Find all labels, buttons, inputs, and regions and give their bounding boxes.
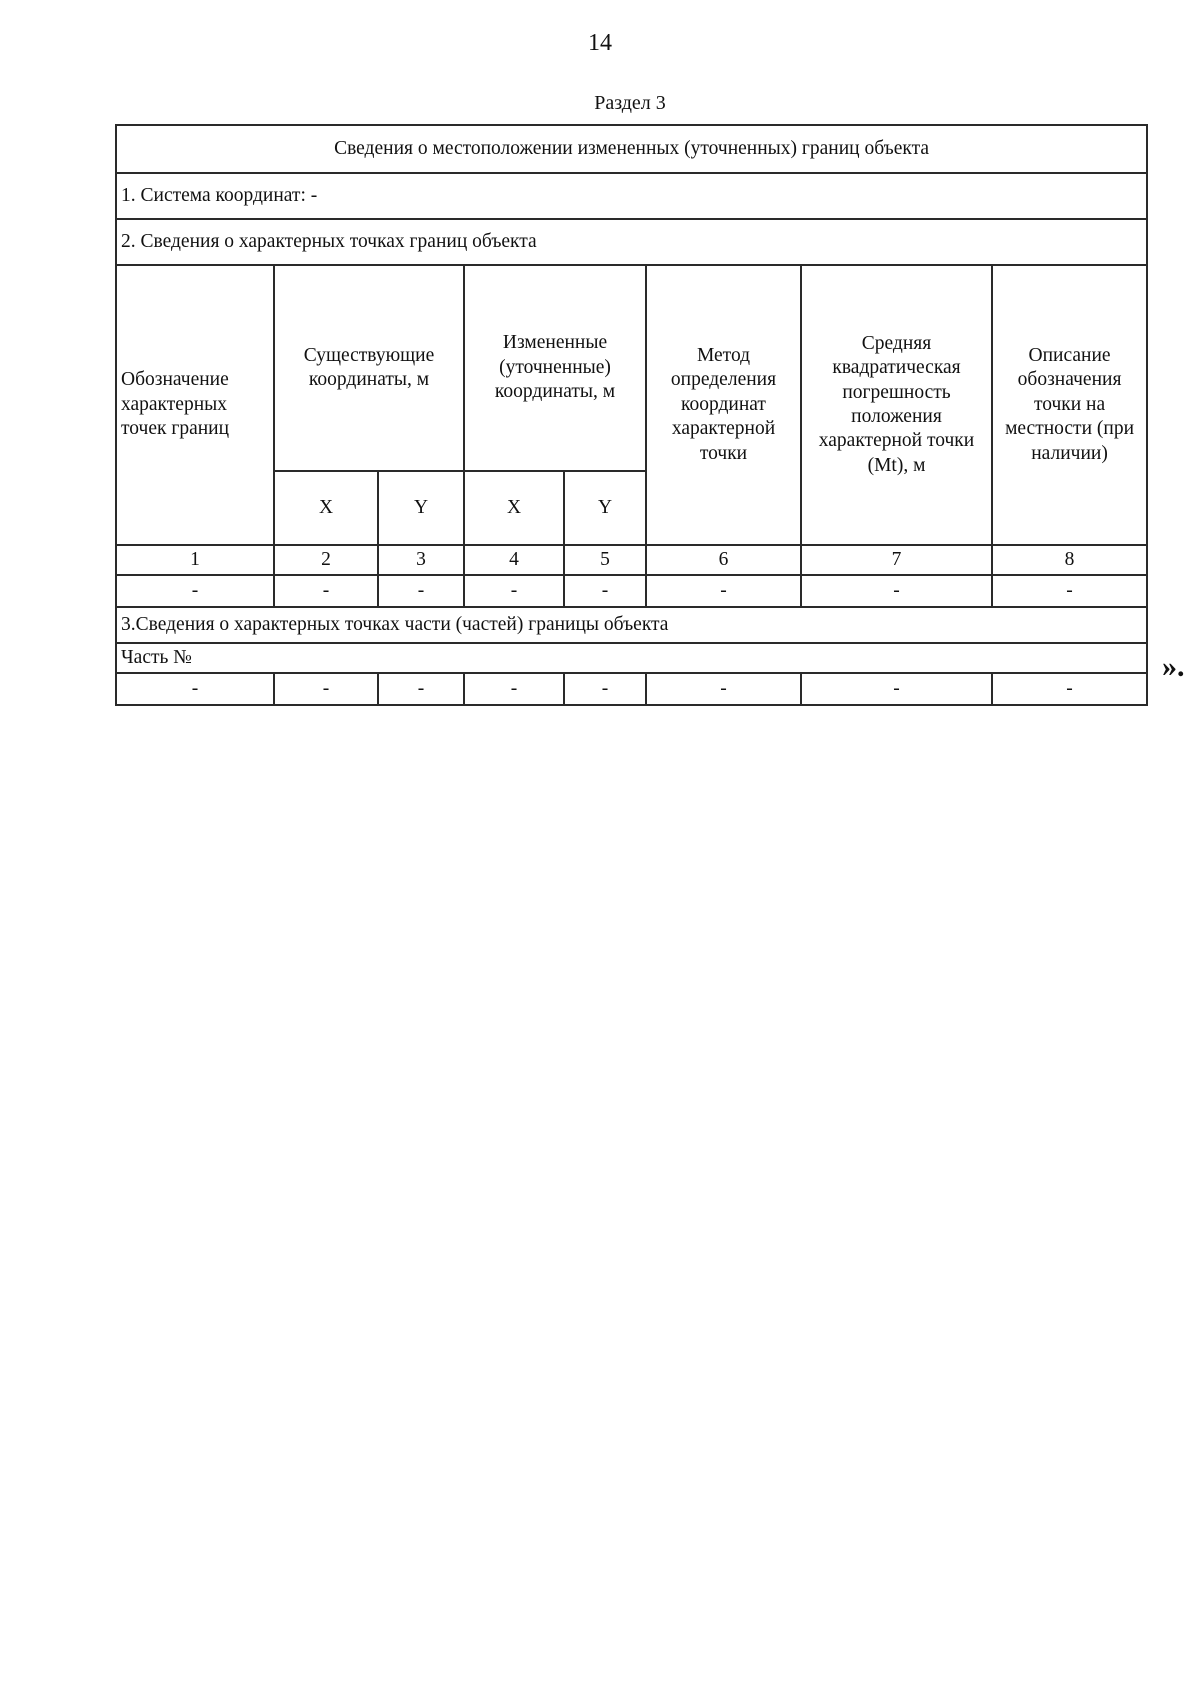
table-cell: - [116, 673, 274, 705]
header-designation [116, 265, 274, 545]
header-changed-x: X [464, 471, 564, 545]
page-number: 14 [588, 30, 612, 56]
header-mean-error [801, 265, 992, 545]
closing-quote-mark: ». [1162, 650, 1185, 683]
coordinate-system-row: 1. Система координат: - [116, 173, 1147, 219]
table-cell: - [564, 673, 646, 705]
header-existing-x: X [274, 471, 378, 545]
table-row [116, 673, 1147, 705]
table-cell: - [274, 673, 378, 705]
table-cell: - [378, 575, 464, 607]
header-changed-coords-text: Измененные (уточненные) координаты, м [494, 332, 616, 403]
header-designation-text: Обозначение характерных точек границ [121, 369, 230, 440]
header-existing-coords [274, 265, 464, 471]
section-label: Раздел 3 [594, 92, 666, 114]
table-cell: - [464, 575, 564, 607]
table-cell: - [801, 575, 992, 607]
header-changed-y: Y [564, 471, 646, 545]
table-title: Сведения о местоположении измененных (уточненных) границ объекта [116, 125, 1147, 173]
column-number: 3 [378, 545, 464, 575]
parts-heading-row: 3.Сведения о характерных точках части (частей) границы объекта [116, 607, 1147, 643]
points-heading-row: 2. Сведения о характерных точках границ объекта [116, 219, 1147, 265]
table-cell: - [646, 673, 801, 705]
column-number: 5 [564, 545, 646, 575]
table-cell: - [801, 673, 992, 705]
table-cell: - [116, 575, 274, 607]
header-description [992, 265, 1147, 545]
header-method [646, 265, 801, 545]
boundary-data-table [115, 124, 1148, 706]
column-number: 4 [464, 545, 564, 575]
table-cell: - [992, 575, 1147, 607]
table-cell: - [464, 673, 564, 705]
column-number: 1 [116, 545, 274, 575]
header-description-text: Описание обозначения точки на местности (при наличии) [1005, 345, 1135, 464]
header-method-text: Метод определения координат характерной точки [670, 345, 777, 464]
part-number-row: Часть № [116, 643, 1147, 673]
header-changed-coords [464, 265, 646, 471]
column-number: 7 [801, 545, 992, 575]
column-number: 8 [992, 545, 1147, 575]
table-cell: - [992, 673, 1147, 705]
column-number-row [116, 545, 1147, 575]
column-number: 6 [646, 545, 801, 575]
column-number: 2 [274, 545, 378, 575]
table-row [116, 575, 1147, 607]
table-cell: - [274, 575, 378, 607]
header-existing-y: Y [378, 471, 464, 545]
header-existing-coords-text: Существующие координаты, м [303, 344, 435, 390]
table-cell: - [564, 575, 646, 607]
table-cell: - [646, 575, 801, 607]
table-cell: - [378, 673, 464, 705]
header-mean-error-text: Средняя квадратическая погрешность положения характерной точки (Mt), м [818, 332, 975, 476]
